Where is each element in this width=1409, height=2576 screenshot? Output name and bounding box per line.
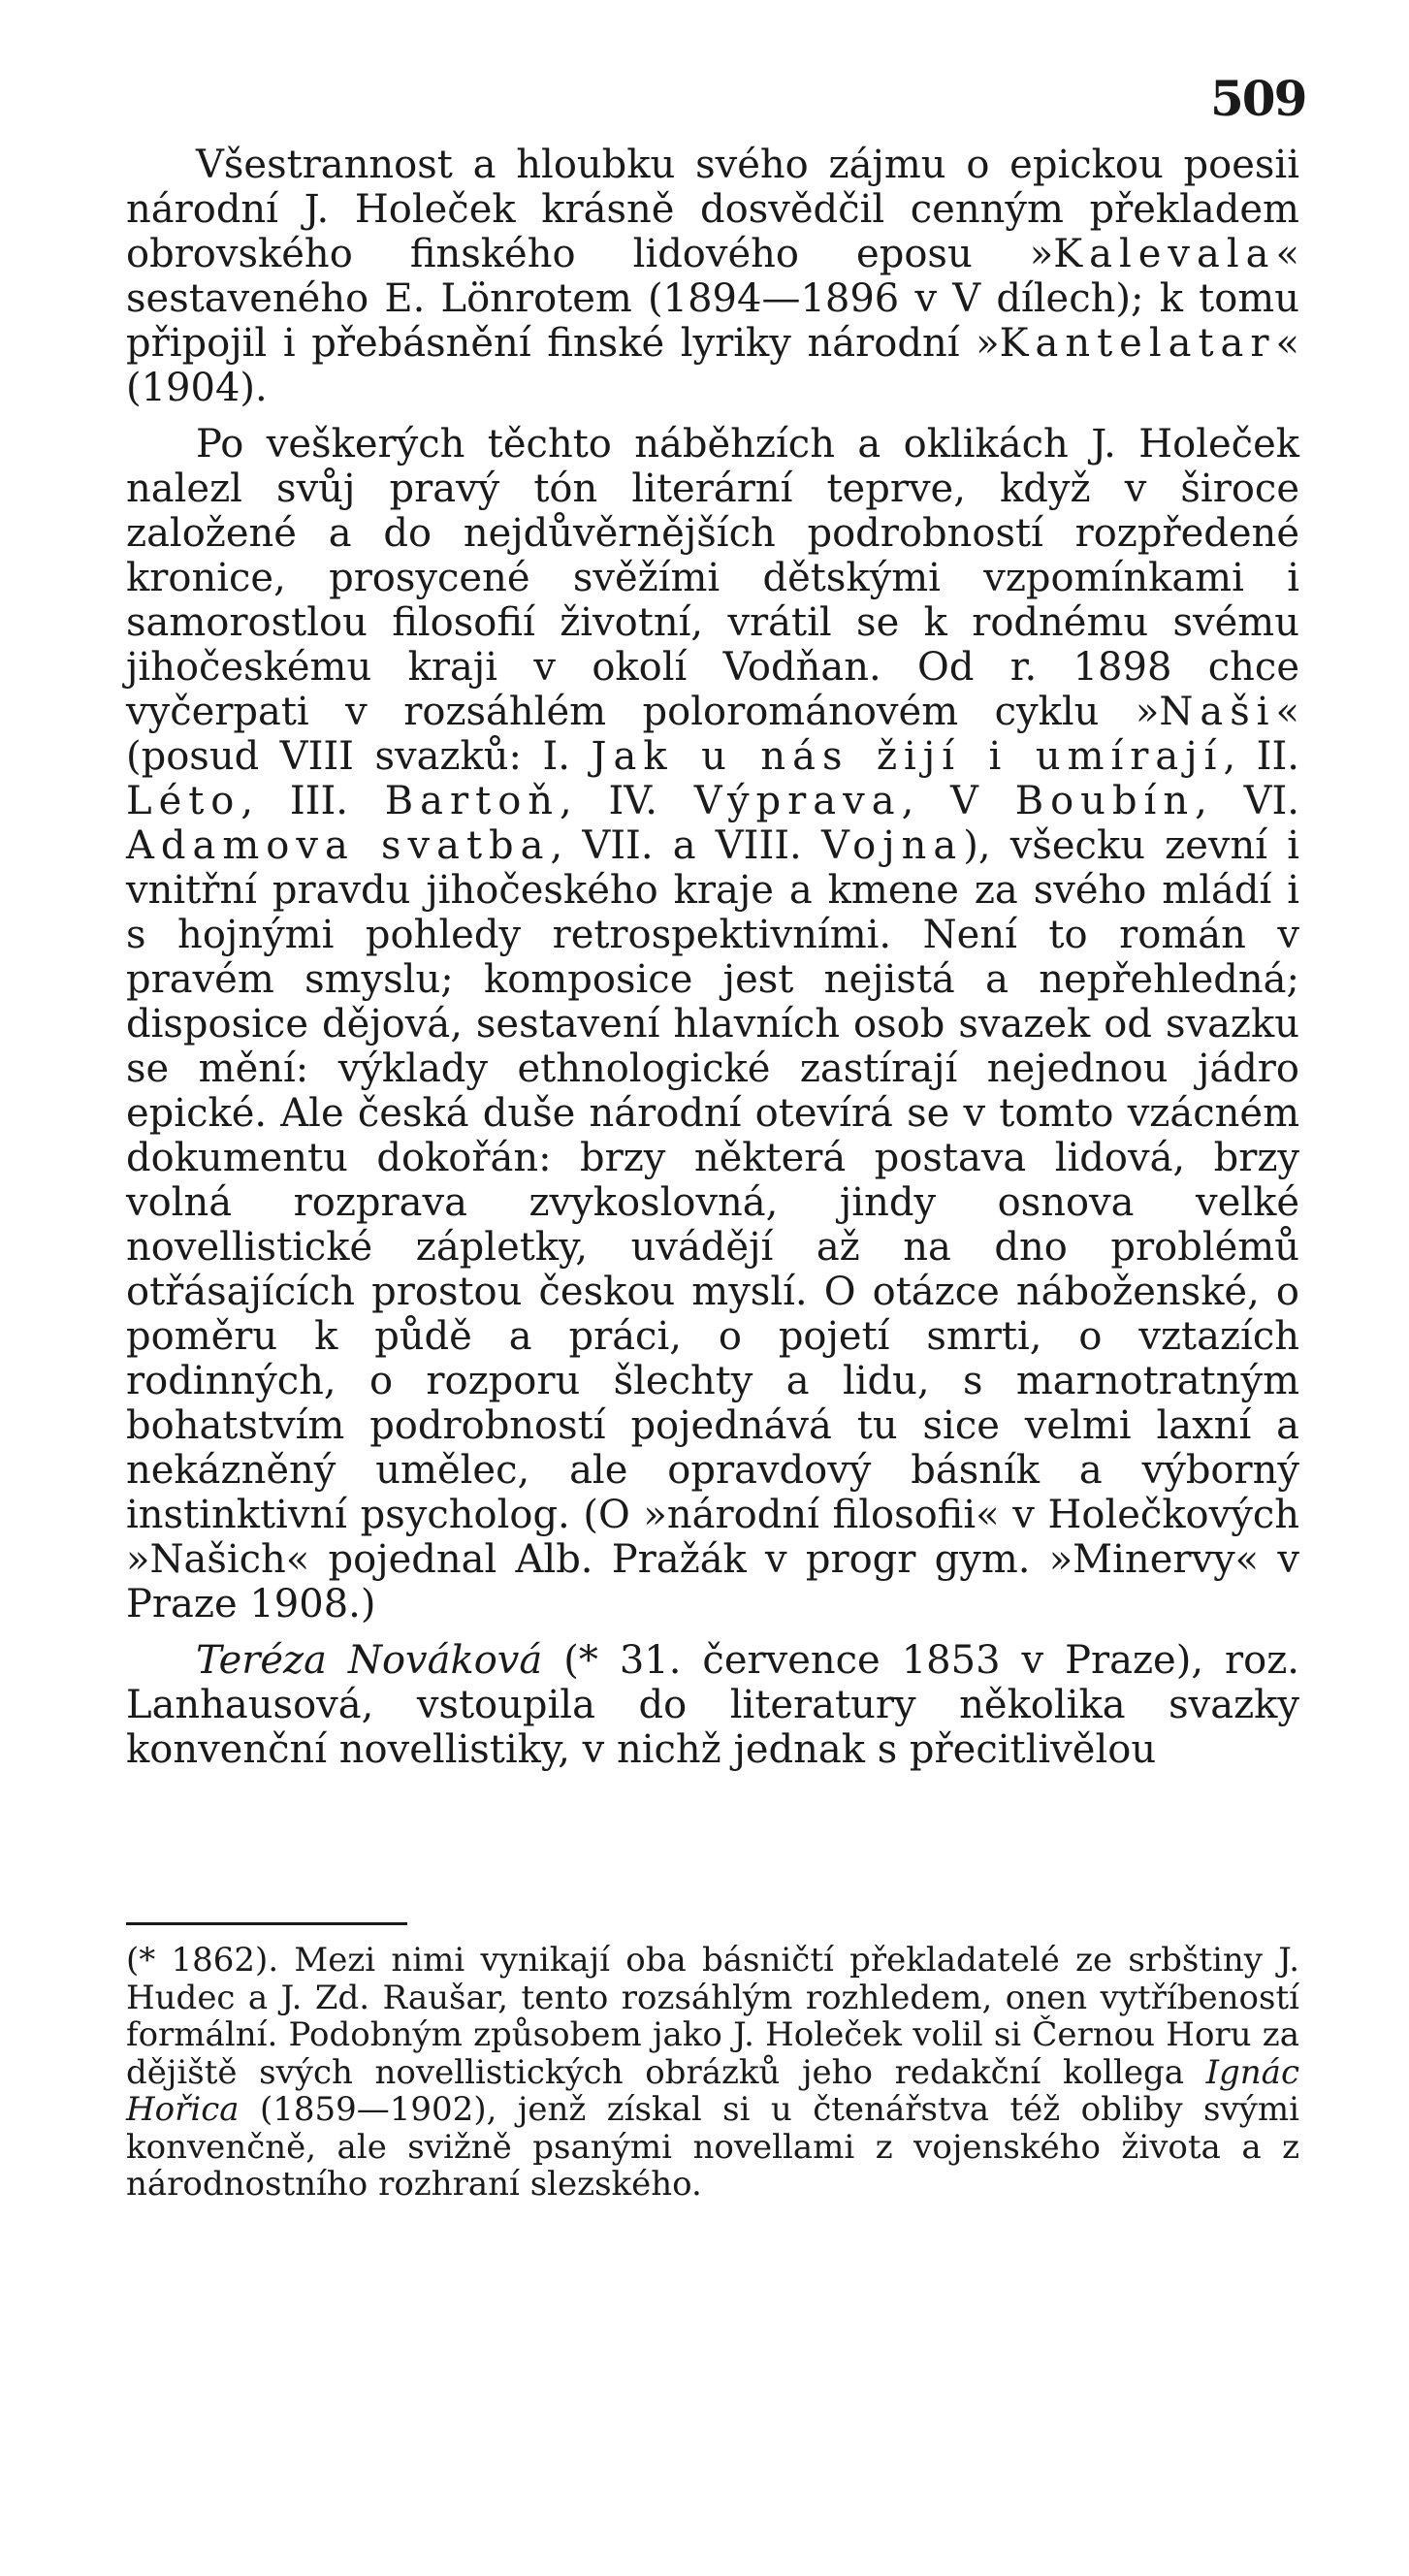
text-segment: Všestrannost a hloubku svého zájmu o epickou poesii národní J. Holeček krásně dosvědčil cenným překladem obrovského finského lidového eposu » [126,143,1299,276]
text-segment: (* 1862). Mezi nimi vynikají oba básničtí překladatelé ze srbštiny J. Hudec a J. Zd. Raušar, tento rozsáhlým rozhledem, onen vytříbeností formální. Podobným způsobem jako J. Holeček volil si Černou Horu za dějiště svých novellistických obrázků jeho redakční kollega [126,1941,1299,2092]
text-segment: ), všecku zevní i vnitřní pravdu jihočeského kraje a kmene za svého mládí i s hojnými pohledy retrospektivními. Není to román v pravém smyslu; komposice jest nejistá a nepřehledná; disposice dějová, sestavení hlavních osob svazek od svazku se mění: výklady ethnologické zastírají nejednou jádro epické. Ale česká duše národní otevírá se v tomto vzácném dokumentu dokořán: brzy některá postava lidová, brzy volná rozprava zvykoslovná, jindy osnova velké novellistické zápletky, uvádějí až na dno problémů otřásajících prostou českou myslí. O otázce náboženské, o poměru k půdě a práci, o pojetí smrti, o vztazích rodinných, o rozporu šlechty a lidu, s marnotratným bohatstvím podrobností pojednává tu sice velmi laxní a nekázněný umělec, ale opravdový básník a výborný instinktivní psycholog. (O »národní filosofii« v Holečkových »Našich« pojednal Alb. Pražák v progr gym. »Minervy« v Praze 1908.) [126,823,1299,1626]
text-segment: , VII. a VIII. [550,823,821,868]
text-segment: (* 31. července 1853 v Praze), roz. Lanhausová, vstoupila do literatury několika svazky konvenční novellistiky, v nichž jednak s přecitlivělou [126,1638,1300,1772]
author-name-horica: Ignác Hořica [126,2052,1299,2129]
main-text [126,143,1299,1784]
paragraph-novakova [126,1638,1299,1772]
page-number: 509 [1210,70,1306,127]
title-jak-u-nas: Jak u nás žijí i umírají [591,734,1224,779]
title-kantelatar: Kantelatar [999,321,1276,366]
text-segment: « (posud VIII svazků: I. [126,690,1299,779]
footnote-paragraph [126,1942,1299,2204]
text-segment: (1859—1902), jenž získal si u čtenářstva též obliby svými konvenčně, ale svižně psanými novellami z vojenského života a z národnostního rozhraní slezského. [126,2090,1299,2204]
text-segment: , II. [1223,734,1299,779]
text-segment: , IV. [560,779,694,823]
title-vyprava: Výprava [693,779,902,823]
title-nasi: Naši [1159,690,1276,734]
title-leto: Léto [126,779,241,823]
paragraph-nasi [126,422,1299,1626]
title-vojna: Vojna [820,823,964,868]
text-segment: « (1904). [126,321,1299,410]
text-segment: , III. [240,779,385,823]
footnote-divider [126,1922,407,1925]
author-name-novakova: Teréza Nováková [196,1638,543,1683]
paragraph-kalevala [126,143,1299,410]
text-segment: « sestaveného E. Lönrotem (1894—1896 v V dílech); k tomu připojil i přebásnění finské lyriky národní » [126,232,1299,366]
title-barton: Bartoň [384,779,560,823]
text-segment: Po veškerých těchto náběhzích a oklikách J. Holeček nalezl svůj pravý tón literární teprve, když v široce založené a do nejdůvěrnějších podrobností rozpředené kronice, prosycené svěžími dětskými vzpomínkami i samorostlou filosofií životní, vrátil se k rodnému svému jihočeskému kraji v okolí Vodňan. Od r. 1898 chce vyčerpati v rozsáhlém polorománovém cyklu » [126,422,1299,734]
title-kalevala: Kalevala [1053,232,1276,276]
text-segment: , VI. [1195,779,1299,823]
footnote [126,1942,1299,2204]
title-boubin: Boubín [1014,779,1196,823]
title-adamova-svatba: Adamova svatba [126,823,551,868]
text-segment: , V [901,779,1015,823]
